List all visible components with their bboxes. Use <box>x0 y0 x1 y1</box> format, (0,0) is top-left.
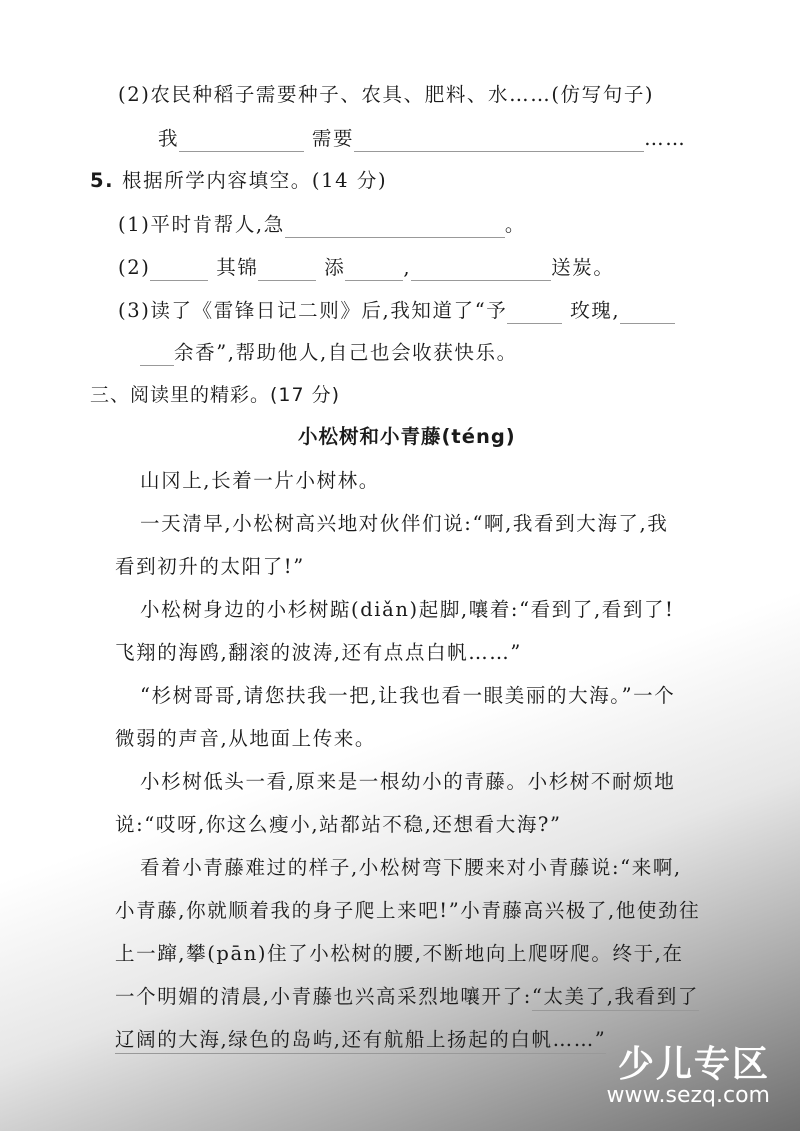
story-line: “杉树哥哥,请您扶我一把,让我也看一眼美丽的大海。”一个 <box>140 684 676 707</box>
answer-blank[interactable] <box>507 303 562 324</box>
q4-2-word-1: 我 <box>158 127 180 150</box>
story-line: 看着小青藤难过的样子,小松树弯下腰来对小青藤说:“来啊, <box>140 856 682 879</box>
answer-blank[interactable] <box>150 260 208 281</box>
q5-item-1 <box>118 212 526 238</box>
story-line: 飞翔的海鸥,翻滚的波涛,还有点点白帆……” <box>115 641 522 664</box>
answer-blank[interactable] <box>285 217 505 238</box>
q5-item-2-text: 添 <box>324 256 346 279</box>
story-line: 说:“哎呀,你这么瘦小,站都站不稳,还想看大海?” <box>115 813 562 836</box>
q5-item-3-text: (3)读了《雷锋日记二则》后,我知道了“予 <box>118 299 508 322</box>
q5-heading <box>90 168 387 194</box>
story-line: 一天清早,小松树高兴地对伙伴们说:“啊,我看到大海了,我 <box>140 512 669 535</box>
q5-title: 根据所学内容填空。(14 分) <box>122 169 388 192</box>
watermark-logo: 少儿专区 <box>617 1044 770 1085</box>
story-line: 小松树身边的小杉树踮(diǎn)起脚,嚷着:“看到了,看到了! <box>140 598 675 621</box>
answer-blank[interactable] <box>179 131 304 152</box>
story-line: 小青藤,你就顺着我的身子爬上来吧!”小青藤高兴极了,他使劲往 <box>115 899 701 922</box>
q4-2-answer-line <box>158 126 686 152</box>
answer-blank[interactable] <box>354 131 644 152</box>
q4-2-word-2: 需要 <box>311 127 355 150</box>
q5-item-2-text: 其锦 <box>216 256 259 279</box>
section-3-heading: 三、阅读里的精彩。(17 分) <box>90 384 341 406</box>
q5-item-2-comma: , <box>403 256 412 279</box>
q5-item-3-cont <box>140 340 518 366</box>
story-title: 小松树和小青藤(téng) <box>298 425 516 448</box>
q4-2-prompt: (2)农民种稻子需要种子、农具、肥料、水……(仿写句子) <box>118 83 655 106</box>
underlined-sentence: “太美了,我看到了 <box>532 985 699 1011</box>
q5-item-2 <box>118 255 614 281</box>
story-line: 山冈上,长着一片小树林。 <box>140 469 380 492</box>
q5-item-2-end: 送炭。 <box>551 256 615 279</box>
story-line: 看到初升的太阳了!” <box>115 555 305 578</box>
watermark-url: www.sezq.com <box>606 1083 770 1108</box>
answer-blank[interactable] <box>620 303 675 324</box>
answer-blank[interactable] <box>258 260 316 281</box>
story-line: 微弱的声音,从地面上传来。 <box>115 727 376 750</box>
story-line: 上一蹿,攀(pān)住了小松树的腰,不断地向上爬呀爬。终于,在 <box>115 942 684 965</box>
q5-number: 5. <box>90 169 115 192</box>
story-line: 小杉树低头一看,原来是一根幼小的青藤。小杉树不耐烦地 <box>140 770 676 793</box>
underlined-sentence: 辽阔的大海,绿色的岛屿,还有航船上扬起的白帆……” <box>115 1028 606 1054</box>
q4-2-ellipsis: …… <box>644 127 687 150</box>
answer-blank[interactable] <box>140 345 174 366</box>
q5-item-1-end: 。 <box>504 213 526 236</box>
q5-item-3 <box>118 298 675 324</box>
q5-item-1-text: (1)平时肯帮人,急 <box>118 213 285 236</box>
story-text: 一个明媚的清晨,小青藤也兴高采烈地嚷开了: <box>115 985 532 1008</box>
q5-item-3-text: 余香”,帮助他人,自己也会收获快乐。 <box>174 341 518 364</box>
answer-blank[interactable] <box>345 260 403 281</box>
q5-item-2-label: (2) <box>118 256 151 279</box>
q5-item-3-text: 玫瑰, <box>570 299 621 322</box>
story-line <box>115 1027 606 1053</box>
story-line <box>115 984 699 1010</box>
answer-blank[interactable] <box>411 260 551 281</box>
